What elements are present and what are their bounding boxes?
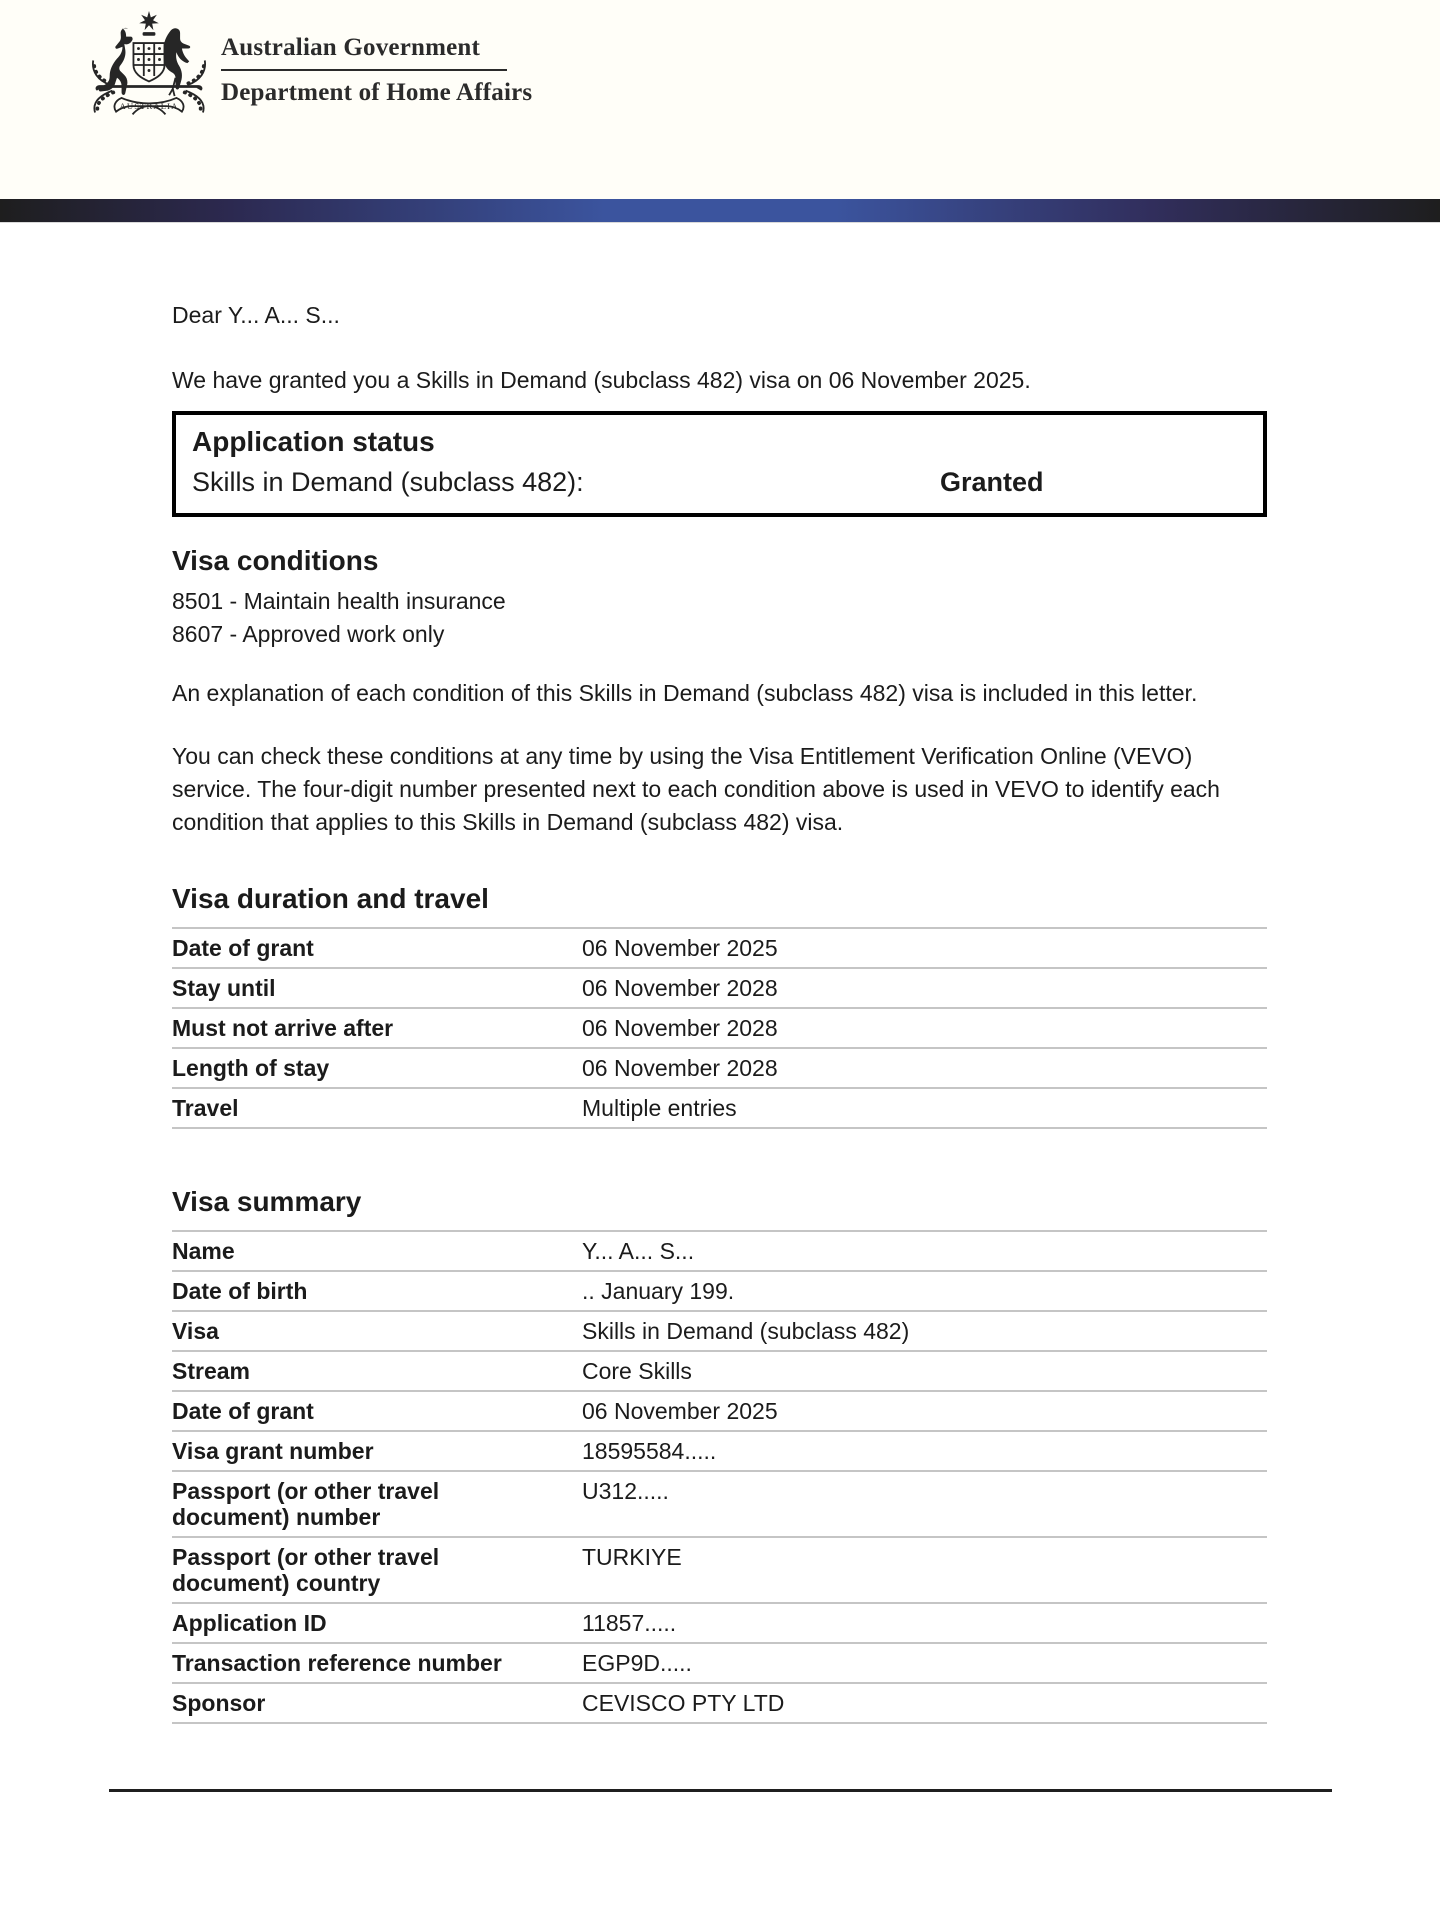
emu-icon bbox=[164, 28, 191, 89]
row-value: TURKIYE bbox=[582, 1544, 682, 1570]
table-row bbox=[172, 1392, 1267, 1432]
row-label: Date of birth bbox=[172, 1278, 308, 1304]
department-name: Department of Home Affairs bbox=[221, 79, 533, 106]
row-value: U312..... bbox=[582, 1478, 669, 1504]
row-label: Visa grant number bbox=[172, 1438, 374, 1464]
salutation: Dear Y... A... S... bbox=[172, 302, 340, 328]
visa-conditions-heading: Visa conditions bbox=[172, 545, 379, 576]
condition-item: 8607 - Approved work only bbox=[172, 621, 445, 647]
grant-statement: We have granted you a Skills in Demand (subclass 482) visa on 06 November 2025. bbox=[172, 367, 1031, 393]
visa-summary-heading: Visa summary bbox=[172, 1186, 362, 1217]
row-label: Transaction reference number bbox=[172, 1650, 502, 1676]
letterhead bbox=[0, 0, 1440, 199]
vevo-note: You can check these conditions at any time by using the Visa Entitlement Verification Online (VEVO) service. The four-digit number presented next to each condition above is used in VEVO to identify each condition that applies to this Skills in Demand (subclass 482) visa. bbox=[172, 743, 1220, 835]
row-value: 06 November 2028 bbox=[582, 975, 778, 1001]
table-row bbox=[172, 1049, 1267, 1089]
row-value: 06 November 2028 bbox=[582, 1015, 778, 1041]
table-row bbox=[172, 1232, 1267, 1272]
application-status-box bbox=[172, 411, 1267, 517]
visa-duration-heading: Visa duration and travel bbox=[172, 883, 489, 914]
table-row bbox=[172, 1472, 1267, 1538]
visa-summary-table bbox=[172, 1230, 1267, 1724]
table-row bbox=[172, 1009, 1267, 1049]
row-value: Multiple entries bbox=[582, 1095, 737, 1121]
table-row bbox=[172, 1538, 1267, 1604]
table-row bbox=[172, 1604, 1267, 1644]
visa-label: Skills in Demand (subclass 482): bbox=[192, 467, 584, 497]
table-row bbox=[172, 1089, 1267, 1129]
row-label: Visa bbox=[172, 1318, 219, 1344]
row-value: 06 November 2025 bbox=[582, 935, 778, 961]
row-label: Date of grant bbox=[172, 1398, 314, 1424]
row-label: Travel bbox=[172, 1095, 239, 1121]
letter-body bbox=[0, 299, 1440, 1724]
row-value: Core Skills bbox=[582, 1358, 692, 1384]
table-row bbox=[172, 1644, 1267, 1684]
row-label: Must not arrive after bbox=[172, 1015, 394, 1041]
row-label: Stream bbox=[172, 1358, 250, 1384]
row-value: Skills in Demand (subclass 482) bbox=[582, 1318, 910, 1344]
table-row bbox=[172, 929, 1267, 969]
visa-conditions-list bbox=[172, 585, 1267, 651]
row-label: Length of stay bbox=[172, 1055, 330, 1081]
row-label: Passport (or other travel document) number bbox=[172, 1478, 440, 1530]
australian-coat-of-arms-icon bbox=[85, 4, 213, 126]
table-row bbox=[172, 1352, 1267, 1392]
application-status-row bbox=[192, 465, 1247, 499]
visa-duration-table bbox=[172, 927, 1267, 1129]
conditions-explanation: An explanation of each condition of this Skills in Demand (subclass 482) visa is included in this letter. bbox=[172, 680, 1198, 706]
star-icon bbox=[139, 11, 159, 30]
row-label: Name bbox=[172, 1238, 235, 1264]
scroll-text: AUSTRALIA bbox=[119, 100, 179, 111]
row-label: Application ID bbox=[172, 1610, 327, 1636]
row-label: Date of grant bbox=[172, 935, 314, 961]
row-value: .. January 199. bbox=[582, 1278, 735, 1304]
table-row bbox=[172, 1312, 1267, 1352]
agency-divider bbox=[221, 69, 507, 71]
row-label: Passport (or other travel document) country bbox=[172, 1544, 440, 1596]
table-row bbox=[172, 1684, 1267, 1724]
kangaroo-icon bbox=[99, 28, 133, 95]
row-value: EGP9D..... bbox=[582, 1650, 692, 1676]
table-row bbox=[172, 1432, 1267, 1472]
condition-item: 8501 - Maintain health insurance bbox=[172, 588, 506, 614]
page-footer-rule bbox=[109, 1789, 1332, 1792]
table-row bbox=[172, 969, 1267, 1009]
application-status-title: Application status bbox=[192, 426, 435, 457]
row-value: Y... A... S... bbox=[582, 1238, 695, 1264]
row-value: 06 November 2028 bbox=[582, 1055, 778, 1081]
table-row bbox=[172, 1272, 1267, 1312]
agency-block bbox=[221, 34, 532, 107]
header-gradient-band bbox=[0, 199, 1440, 223]
agency-name: Australian Government bbox=[221, 34, 481, 61]
row-label: Stay until bbox=[172, 975, 276, 1001]
row-value: 11857..... bbox=[582, 1610, 677, 1636]
row-value: CEVISCO PTY LTD bbox=[582, 1690, 785, 1716]
row-value: 06 November 2025 bbox=[582, 1398, 778, 1424]
row-value: 18595584..... bbox=[582, 1438, 717, 1464]
status-badge: Granted bbox=[940, 467, 1044, 497]
row-label: Sponsor bbox=[172, 1690, 266, 1716]
